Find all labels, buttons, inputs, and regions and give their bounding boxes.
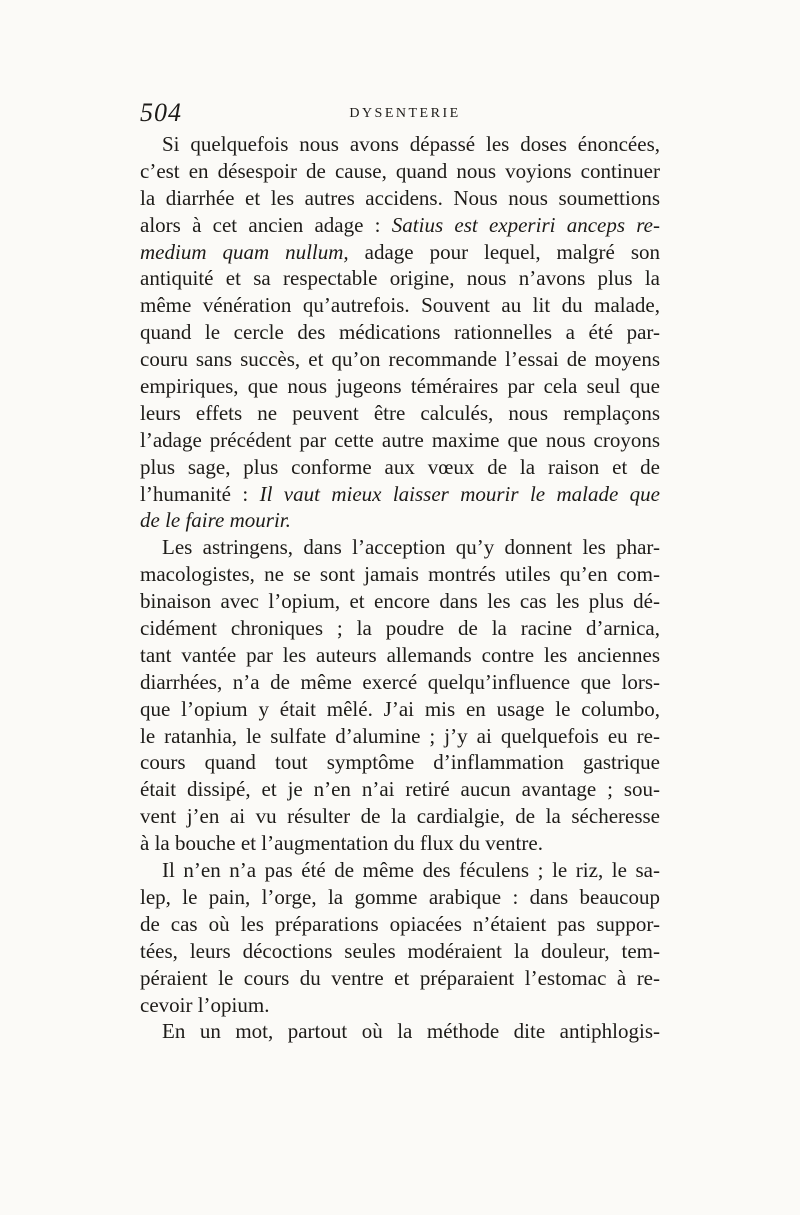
text-run: Les astringens, dans l’acception qu’y donnent les phar- [162,535,660,560]
text-run: En un mot, partout où la méthode dite antiphlogis- [162,1019,660,1044]
text-line [140,965,660,992]
text-line [140,857,660,884]
text-run: binaison avec l’opium, et encore dans les cas les plus dé- [140,589,660,614]
text-line [140,776,660,803]
text-run: cours quand tout symptôme d’inflammation gastrique [140,750,660,775]
text-line [140,185,660,212]
text-run: Il n’en n’a pas été de même des féculens ; le riz, le sa- [162,858,660,883]
italic-text: Satius est experiri anceps re- [391,212,660,237]
text-run: alors à cet ancien adage : [140,212,392,237]
text-line [140,696,660,723]
text-line [140,319,660,346]
text-line [140,749,660,776]
text-run: l’humanité : [140,481,260,506]
text-line [140,131,660,158]
text-line [140,911,660,938]
text-run: de cas où les préparations opiacées n’étaient pas suppor- [140,911,660,936]
text-line [140,454,660,481]
text-run: que l’opium y était mêlé. J’ai mis en usage le columbo, [140,696,660,721]
text-line [140,588,660,615]
paragraph [140,1018,660,1045]
text-line [140,507,660,534]
body-text [140,131,660,1045]
text-run: péraient le cours du ventre et préparaient l’estomac à re- [140,965,660,990]
text-run: plus sage, plus conforme aux vœux de la raison et de [140,454,660,479]
text-line [140,723,660,750]
text-run: tant vantée par les auteurs allemands contre les anciennes [140,642,660,667]
text-run: Si quelquefois nous avons dépassé les doses énoncées, [162,132,660,156]
text-run: diarrhées, n’a de même exercé quelqu’influence que lors- [140,669,660,694]
text-line [140,561,660,588]
page-header [140,98,670,128]
italic-text: Il vaut mieux laisser mourir le malade que [259,481,661,506]
text-line [140,830,660,857]
text-line [140,239,660,266]
text-line [140,803,660,830]
text-run: c’est en désespoir de cause, quand nous voyions continuer [140,158,660,183]
text-run: tées, leurs décoctions seules modéraient la douleur, tem- [140,938,660,963]
text-run: à la bouche et l’augmentation du flux du ventre. [140,831,543,856]
text-line [140,481,660,508]
text-line [140,400,660,427]
text-run: lep, le pain, l’orge, la gomme arabique : dans beaucoup [140,884,660,909]
text-run: macologistes, ne se sont jamais montrés utiles qu’en com- [140,562,660,587]
paragraph [140,131,660,534]
text-line [140,427,660,454]
text-run: antiquité et sa respectable origine, nous n’avons plus la [140,266,660,291]
text-line [140,884,660,911]
text-line [140,1018,660,1045]
text-run: cevoir l’opium. [140,992,270,1017]
paragraph [140,534,660,857]
text-line [140,615,660,642]
text-line [140,158,660,185]
text-line [140,938,660,965]
text-run: cidément chroniques ; la poudre de la racine d’arnica, [140,616,660,641]
text-line [140,373,660,400]
text-line [140,534,660,561]
text-run: la diarrhée et les autres accidens. Nous nous soumettions [140,185,660,210]
text-line [140,265,660,292]
text-run: adage pour lequel, malgré son [348,239,660,264]
text-run: l’adage précédent par cette autre maxime que nous croyons [140,427,660,452]
text-line [140,669,660,696]
text-run: quand le cercle des médications rationnelles a été par- [140,320,660,345]
text-run: était dissipé, et je n’en n’ai retiré aucun avantage ; sou- [140,777,660,802]
text-run: vent j’en ai vu résulter de la cardialgie, de la sécheresse [140,804,660,829]
text-line [140,992,660,1019]
text-run: empiriques, que nous jugeons téméraires par cela seul que [140,374,660,399]
text-line [140,292,660,319]
page-number: 504 [140,98,182,127]
paragraph [140,857,660,1018]
italic-text: medium quam nullum, [140,239,349,264]
text-run: le ratanhia, le sulfate d’alumine ; j’y ai quelquefois eu re- [140,723,660,748]
text-line [140,642,660,669]
text-line [140,346,660,373]
text-run: même vénération qu’autrefois. Souvent au lit du malade, [140,293,660,318]
text-run: couru sans succès, et qu’on recommande l’essai de moyens [140,347,660,372]
italic-text: de le faire mourir. [140,508,291,533]
text-run: leurs effets ne peuvent être calculés, nous remplaçons [140,400,660,425]
text-line [140,212,660,239]
running-title: DYSENTERIE [349,106,461,121]
